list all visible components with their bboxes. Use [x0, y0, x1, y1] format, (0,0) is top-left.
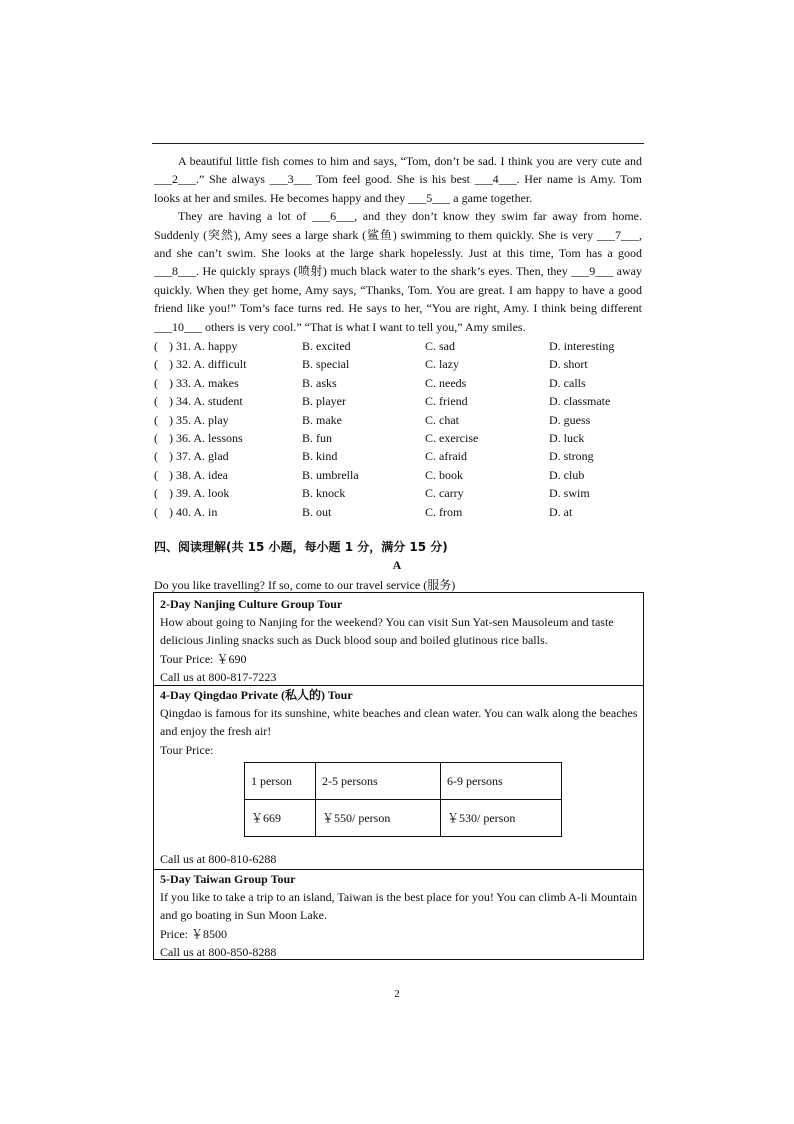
option-c: C. sad	[425, 339, 455, 353]
reading-intro: Do you like travelling? If so, come to our travel service (服务)	[154, 578, 456, 592]
option-d: D. swim	[549, 486, 590, 501]
option-row	[154, 429, 644, 447]
section-heading: 四、阅读理解(共 15 小题，每小题 1 分，满分 15 分)	[154, 540, 448, 554]
option-a: ) 37. A. glad	[169, 449, 229, 464]
option-b: B. kind	[302, 449, 338, 464]
tour-title: 4-Day Qingdao Private (私人的) Tour	[160, 688, 353, 702]
option-a: ) 34. A. student	[169, 394, 243, 409]
answer-bracket: (	[154, 504, 158, 519]
answer-bracket: (	[154, 467, 158, 482]
option-d: D. interesting	[549, 339, 615, 353]
table-row	[245, 800, 562, 837]
answer-bracket: (	[154, 430, 158, 445]
table-header-cell: 2-5 persons	[316, 763, 441, 800]
option-c: C. exercise	[425, 430, 479, 445]
option-b: B. special	[302, 357, 350, 372]
option-d: D. at	[549, 504, 573, 519]
option-row	[154, 337, 644, 355]
tour-phone: Call us at 800-810-6288	[160, 852, 277, 866]
answer-bracket: (	[154, 412, 158, 427]
option-d: D. guess	[549, 412, 591, 427]
option-d: D. calls	[549, 375, 586, 390]
page-number: 2	[394, 988, 400, 1000]
header-rule	[152, 143, 644, 144]
part-letter: A	[392, 558, 402, 572]
answer-bracket: (	[154, 339, 158, 353]
answer-options	[154, 337, 644, 521]
option-row	[154, 374, 644, 392]
option-c: C. from	[425, 504, 463, 519]
table-header-cell: 6-9 persons	[441, 763, 562, 800]
passage-paragraph-2: They are having a lot of ___6___, and they don’t know they swim far away from home. Suddenly (突然), Amy sees a large shark (鲨鱼) swimming to them quickly. She is very ___7___, and she can’t swim. She looks at the large shark hopelessly. Just at this time, Tom has a good ___8___. He quickly sprays (喷射) much black water to the shark’s eyes. Then, they ___9___ away quickly. When they get home, Amy says, “Thanks, Tom. You are great. I am happy to have a good friend like you!” Tom’s face turns red. He says to her, “You are right, Amy. I think being different ___10___ others is very cool.” “That is what I want to tell you,” Amy smiles.	[154, 209, 642, 334]
table-cell: ￥530/ person	[441, 800, 562, 837]
option-row	[154, 447, 644, 465]
option-b: B. fun	[302, 430, 332, 445]
option-a: ) 35. A. play	[169, 412, 229, 427]
option-c: C. needs	[425, 375, 467, 390]
option-a: ) 40. A. in	[169, 504, 218, 519]
option-a: ) 33. A. makes	[169, 375, 239, 390]
option-c: C. book	[425, 467, 464, 482]
option-c: C. friend	[425, 394, 468, 409]
tour-price: Tour Price: ￥690	[160, 651, 247, 666]
option-b: B. excited	[302, 339, 351, 353]
table-cell: ￥550/ person	[316, 800, 441, 837]
option-d: D. classmate	[549, 394, 611, 409]
option-row	[154, 466, 644, 484]
option-c: C. afraid	[425, 449, 467, 464]
option-a: ) 32. A. difficult	[169, 357, 247, 372]
tour-title: 2-Day Nanjing Culture Group Tour	[160, 597, 343, 611]
option-d: D. short	[549, 357, 588, 372]
table-row	[245, 763, 562, 800]
passage-paragraph-1: A beautiful little fish comes to him and says, “Tom, don’t be sad. I think you are very cute and ___2___.” She always ___3___ Tom feel good. She is his best ___4___. Her name is Amy. Tom looks at her and smiles. He becomes happy and they ___5___ a game together.	[154, 154, 642, 205]
answer-bracket: (	[154, 449, 158, 464]
option-row	[154, 411, 644, 429]
option-b: B. make	[302, 412, 342, 427]
option-b: B. umbrella	[302, 467, 359, 482]
tour-title: 5-Day Taiwan Group Tour	[160, 872, 296, 886]
option-b: B. knock	[302, 486, 346, 501]
answer-bracket: (	[154, 357, 158, 372]
option-d: D. club	[549, 467, 585, 482]
option-row	[154, 503, 644, 521]
tour-nanjing	[154, 595, 643, 686]
option-row	[154, 392, 644, 410]
tour-phone: Call us at 800-850-8288	[160, 944, 277, 959]
option-row	[154, 355, 644, 373]
option-c: C. carry	[425, 486, 464, 501]
option-a: ) 39. A. look	[169, 486, 230, 501]
answer-bracket: (	[154, 375, 158, 390]
option-c: C. chat	[425, 412, 459, 427]
tour-price: Price: ￥8500	[160, 926, 227, 941]
tour-description: Qingdao is famous for its sunshine, white beaches and clean water. You can walk along the beaches and enjoy the fresh air!	[160, 706, 638, 739]
option-d: D. strong	[549, 449, 594, 464]
tour-listing-box	[153, 592, 644, 960]
tour-description: How about going to Nanjing for the weekend? You can visit Sun Yat-sen Mausoleum and taste delicious Jinling snacks such as Duck blood soup and boiled glutinous rice balls.	[160, 615, 614, 648]
option-a: ) 36. A. lessons	[169, 430, 243, 445]
option-b: B. out	[302, 504, 332, 519]
tour-taiwan	[154, 870, 643, 959]
option-b: B. player	[302, 394, 346, 409]
tour-price-label: Tour Price:	[160, 742, 214, 757]
answer-bracket: (	[154, 486, 158, 501]
tour-phone: Call us at 800-817-7223	[160, 669, 277, 684]
option-a: ) 38. A. idea	[169, 467, 228, 482]
option-row	[154, 484, 644, 502]
option-b: B. asks	[302, 375, 337, 390]
option-c: C. lazy	[425, 357, 459, 372]
option-d: D. luck	[549, 430, 585, 445]
table-cell: ￥669	[245, 800, 316, 837]
table-header-cell: 1 person	[245, 763, 316, 800]
option-a: ) 31. A. happy	[169, 339, 238, 353]
answer-bracket: (	[154, 394, 158, 409]
tour-description: If you like to take a trip to an island, Taiwan is the best place for you! You can climb A-li Mountain and go boating in Sun Moon Lake.	[160, 890, 638, 923]
cloze-passage	[154, 152, 642, 336]
price-table	[244, 762, 562, 837]
tour-qingdao	[154, 686, 643, 870]
